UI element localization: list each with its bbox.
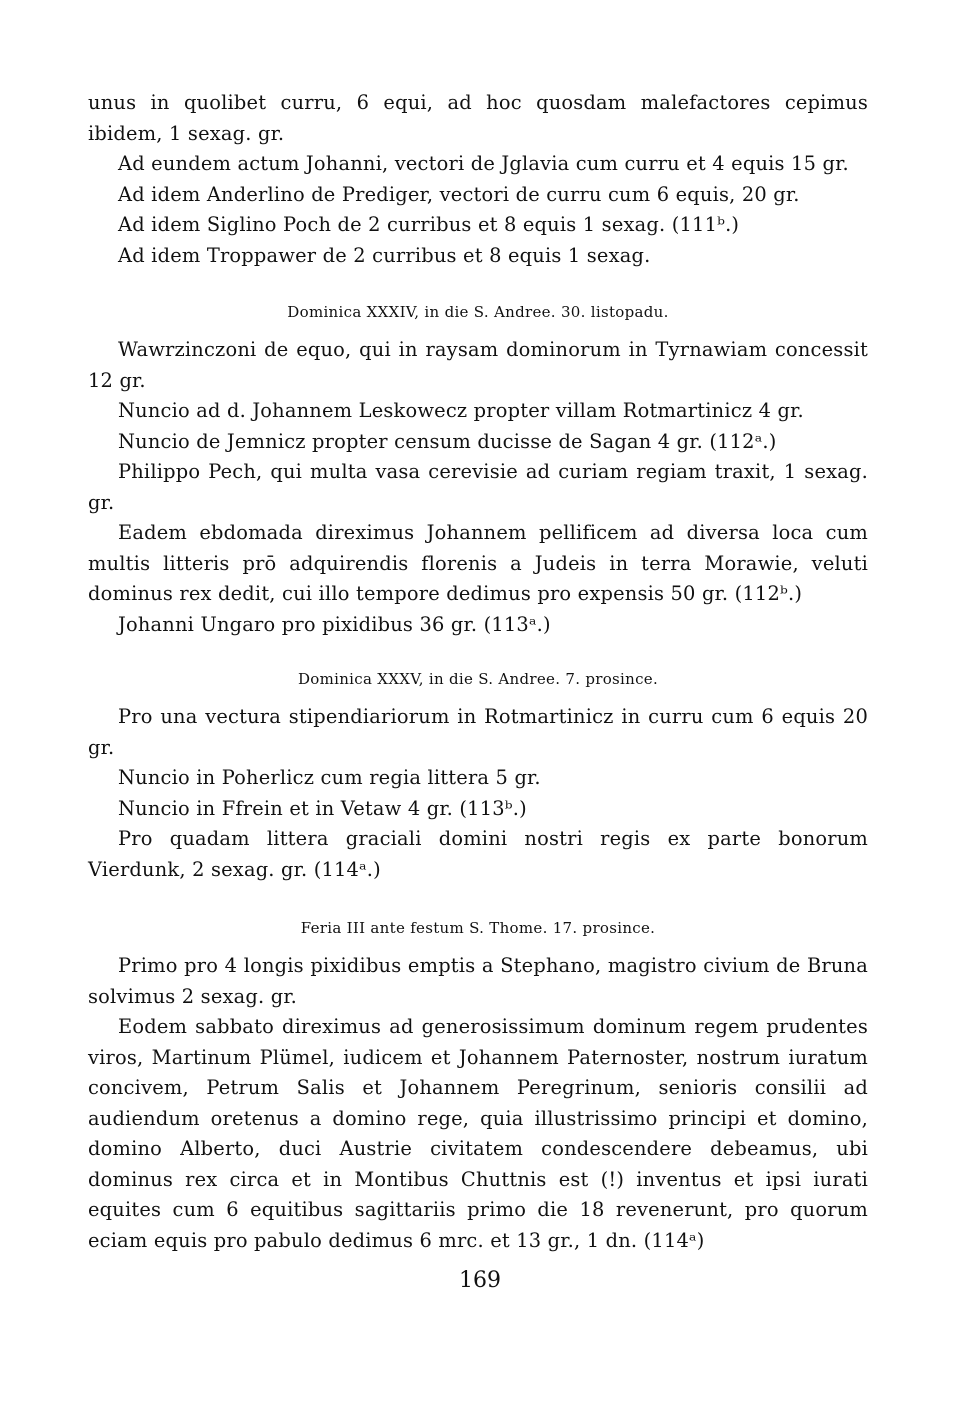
- paragraph: Nuncio de Jemnicz propter censum ducisse de Sagan 4 gr. (112ᵃ.): [118, 429, 777, 453]
- paragraph: Wawrzinczoni de equo, qui in raysam dominorum in Tyrnawiam concessit 12 gr.: [88, 338, 868, 392]
- section-continuation: [88, 88, 868, 271]
- section-feria-iii: [88, 919, 868, 1256]
- section-heading: Dominica XXXV, in die S. Andree. 7. prosince.: [297, 670, 659, 688]
- paragraph: Ad idem Anderlino de Prediger, vectori de curru cum 6 equis, 20 gr.: [118, 182, 800, 206]
- paragraph: Pro quadam littera graciali domini nostri regis ex parte bonorum Vierdunk, 2 sexag. gr. (114ᵃ.): [88, 827, 868, 881]
- paragraph: Nuncio ad d. Johannem Leskowecz propter villam Rotmartinicz 4 gr.: [118, 399, 804, 422]
- page-number: 169: [459, 1268, 501, 1293]
- section-dominica-xxxv: [88, 670, 868, 885]
- paragraph: unus in quolibet curru, 6 equi, ad hoc quosdam malefactores cepimus ibidem, 1 sexag. gr.: [88, 91, 868, 145]
- paragraph: Philippo Pech, qui multa vasa cerevisie ad curiam regiam traxit, 1 sexag. gr.: [88, 460, 868, 514]
- paragraph: Ad eundem actum Johanni, vectori de Jglavia cum curru et 4 equis 15 gr.: [118, 152, 849, 175]
- paragraph: Ad idem Siglino Poch de 2 curribus et 8 equis 1 sexag. (111ᵇ.): [118, 213, 740, 236]
- section-dominica-xxxiv: [88, 303, 868, 640]
- section-heading: Feria III ante festum S. Thome. 17. prosince.: [300, 919, 656, 937]
- section-heading: Dominica XXXIV, in die S. Andree. 30. listopadu.: [287, 303, 669, 321]
- paragraph: Primo pro 4 longis pixidibus emptis a Stephano, magistro civium de Bruna solvimus 2 sexag. gr.: [88, 954, 868, 1008]
- paragraph: Nuncio in Poherlicz cum regia littera 5 gr.: [118, 766, 541, 789]
- paragraph: Eadem ebdomada direximus Johannem pellificem ad diversa loca cum multis litteris prō adquirendis florenis a Judeis in terra Morawie, veluti dominus rex dedit, cui illo tempore dedimus pro expensis 50 gr. (112ᵇ.): [88, 521, 868, 605]
- paragraph: Johanni Ungaro pro pixidibus 36 gr. (113ᵃ.): [118, 612, 551, 636]
- paragraph: Ad idem Troppawer de 2 curribus et 8 equis 1 sexag.: [118, 243, 651, 267]
- paragraph: Nuncio in Ffrein et in Vetaw 4 gr. (113ᵇ.): [118, 796, 527, 820]
- paragraph: Eodem sabbato direximus ad generosissimum dominum regem prudentes viros, Martinum Plümel, iudicem et Johannem Paternoster, nostrum iuratum concivem, Petrum Salis et Johannem Peregrinum, senioris consilii ad audiendum oretenus a domino rege, quia illustrissimo principi et domino, domino Alberto, duci Austrie civitatem condescendere debeamus, ubi dominus rex circa et in Montibus Chuttnis est (!) inventus et ipsi iurati equites cum 6 equitibus sagittariis primo die 18 revenerunt, pro quorum eciam equis pro pabulo dedimus 6 mrc. et 13 gr., 1 dn. (114ᵃ): [88, 1015, 868, 1252]
- document-page: [88, 88, 868, 1256]
- paragraph: Pro una vectura stipendiariorum in Rotmartinicz in curru cum 6 equis 20 gr.: [88, 705, 868, 759]
